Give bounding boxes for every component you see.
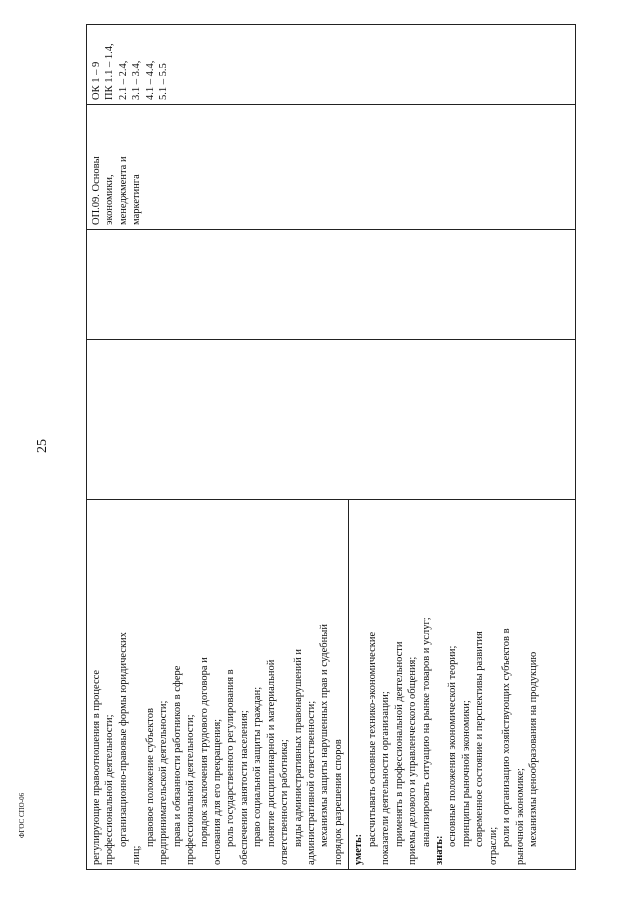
text-line: ОП.09. Основы: [91, 156, 102, 225]
text-line: знать:: [433, 835, 445, 865]
text-line: ПК 1.1 – 1.4,: [104, 43, 116, 100]
hours-cell: [87, 340, 576, 500]
text-line: 3.1 – 3.4,: [131, 60, 143, 100]
text-line: отрасли;: [487, 826, 499, 865]
rotated-table-sheet: [86, 25, 576, 870]
text-line: административной ответственности;: [306, 700, 317, 865]
text-line: обеспечении занятости населения;: [238, 710, 250, 865]
hours-cell-2: [87, 230, 576, 340]
legal-knowledge-list: [90, 504, 345, 865]
text-line: рассчитывать основные технико-экономические: [366, 631, 378, 847]
text-line: предпринимательской деятельности;: [158, 700, 170, 865]
requirements-cell: [87, 500, 576, 870]
curriculum-table: [86, 24, 576, 870]
text-line: профессиональной деятельности;: [185, 714, 197, 865]
text-line: современное состояние и перспективы развития: [474, 631, 486, 847]
text-line: основные положения экономической теории;: [447, 645, 459, 847]
page-number: 25: [35, 439, 50, 453]
text-line: виды административных правонарушений и: [292, 649, 304, 847]
text-line: профессиональной деятельности;: [104, 714, 116, 865]
text-line: организационно-правовые формы юридических: [117, 632, 129, 847]
text-line: порядок заключения трудового договора и: [198, 657, 210, 847]
footer-code: ФГОС СПО-06: [18, 792, 26, 838]
cell-divider: [348, 500, 349, 869]
discipline-name: [90, 109, 144, 225]
competencies-cell: [87, 25, 576, 105]
text-line: менеджмента и: [117, 156, 129, 225]
text-line: лиц;: [131, 845, 143, 865]
text-line: 2.1 – 2.4,: [117, 60, 129, 100]
text-line: порядок разрешения споров: [332, 739, 344, 865]
text-line: ответственности работника;: [279, 739, 291, 865]
text-line: понятие дисциплинарной и материальной: [265, 659, 277, 847]
text-line: 5.1 – 5.5: [158, 63, 170, 100]
text-line: показатели деятельности организации;: [380, 691, 392, 865]
text-line: право социальной защиты граждан;: [252, 686, 264, 847]
competency-codes: [90, 29, 171, 100]
text-line: приемы делового и управленческого общения;: [407, 656, 419, 865]
text-line: принципы рыночной экономики;: [460, 700, 472, 847]
text-line: регулирующие правоотношения в процессе: [91, 669, 102, 865]
text-line: основания для его прекращения;: [211, 718, 223, 865]
text-line: права и обязанности работников в сфере: [171, 665, 183, 847]
economics-skills-list: [352, 504, 540, 865]
text-line: рыночной экономике;: [514, 768, 526, 865]
text-line: экономики,: [104, 174, 116, 225]
text-line: анализировать ситуацию на рынке товаров и услуг;: [420, 617, 432, 847]
text-line: уметь:: [353, 833, 365, 865]
text-line: ОК 1 – 9: [91, 61, 102, 100]
text-line: маркетинга: [131, 174, 143, 225]
discipline-cell: [87, 105, 576, 230]
text-line: роли и организацию хозяйствующих субъектов в: [501, 628, 513, 847]
text-line: правовое положение субъектов: [144, 708, 156, 847]
text-line: 4.1 – 4.4,: [144, 60, 156, 100]
text-line: механизмы защиты нарушенных прав и судебный: [319, 624, 331, 847]
text-line: применять в профессиональной деятельности: [393, 641, 405, 847]
text-line: роль государственного регулирования в: [225, 669, 237, 847]
table-row: [87, 25, 576, 870]
text-line: механизмы ценообразования на продукцию: [528, 651, 539, 847]
